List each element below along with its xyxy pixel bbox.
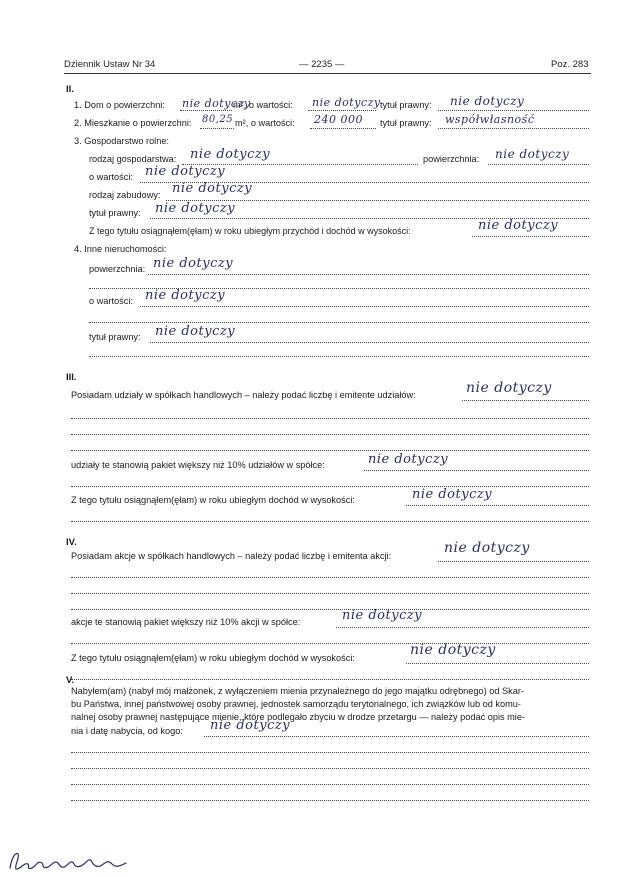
shares-line [462, 400, 589, 401]
farm-value-label: o wartości: [89, 172, 133, 182]
farm-building-label: rodzaj zabudowy: [89, 190, 161, 200]
stocks-income-label: Z tego tytułu osiągnąłem(ęłam) w roku ubiegłym dochód w wysokości: [71, 653, 355, 663]
acquisition-line-4 [71, 784, 589, 785]
acquisition-line-2 [71, 752, 589, 753]
other-area-line [148, 274, 589, 275]
house-title-line [438, 110, 589, 111]
farm-value-value: nie dotyczy [145, 164, 226, 179]
farm-title-label: tytuł prawny: [89, 208, 141, 218]
stocks-income-value: nie dotyczy [410, 642, 496, 658]
acquisition-value: nie dotyczy [210, 718, 291, 733]
other-area-label: powierzchnia: [89, 264, 146, 274]
acquisition-line-5 [71, 800, 589, 801]
journal-title: Dziennik Ustaw Nr 34 [64, 59, 156, 70]
acquisition-line-3 [71, 768, 589, 769]
other-value-line [140, 306, 589, 307]
house-area-label: 1. Dom o powierzchni: [74, 100, 165, 110]
acquisition-text-1: Nabyłem(am) (nabył mój małżonek, z wyłączeniem mienia przynależnego do jego majątku odrębnego) od Skar- [71, 686, 524, 696]
flat-value-line [310, 128, 376, 129]
flat-title-label: tytuł prawny: [380, 118, 432, 128]
other-title-value: nie dotyczy [155, 324, 236, 339]
shares-packet-line [364, 470, 589, 471]
other-value-label: o wartości: [89, 296, 133, 306]
house-value-line [308, 110, 376, 111]
stocks-label: Posiadam akcje w spółkach handlowych – należy podać liczbę i emitenta akcji: [71, 551, 392, 561]
stocks-income-line [406, 663, 589, 664]
farm-income-value: nie dotyczy [478, 218, 559, 233]
flat-area-value: 80,25 [202, 114, 234, 125]
farm-area-value: nie dotyczy [495, 147, 570, 161]
stocks-value: nie dotyczy [444, 540, 530, 556]
stocks-line-3 [71, 593, 589, 594]
shares-packet-value: nie dotyczy [368, 452, 449, 467]
flat-area-line [200, 128, 234, 129]
farm-type-label: rodzaj gospodarstwa: [89, 154, 177, 164]
shares-line-3 [71, 434, 589, 435]
other-title-label: tytuł prawny: [89, 332, 141, 342]
stocks-line-2 [71, 577, 589, 578]
shares-packet-line-2 [71, 486, 589, 487]
flat-value-label: m², o wartości: [235, 118, 295, 128]
farm-heading: 3. Gospodarstwo rolne: [74, 136, 169, 146]
house-area-value: nie dotyczy [182, 97, 251, 110]
farm-type-value: nie dotyczy [190, 147, 271, 162]
acquisition-label: nia i datę nabycia, od kogo: [71, 726, 183, 736]
stocks-packet-line [336, 627, 589, 628]
shares-line-4 [71, 450, 589, 451]
house-area-line [180, 110, 232, 111]
shares-income-line [406, 505, 589, 506]
house-title-value: nie dotyczy [450, 94, 525, 108]
farm-area-line [488, 164, 589, 165]
house-value-value: nie dotyczy [312, 96, 381, 109]
other-title-line-2 [89, 356, 589, 357]
stocks-line-4 [71, 609, 589, 610]
shares-line-2 [71, 418, 589, 419]
other-value-value: nie dotyczy [145, 288, 226, 303]
stocks-packet-label: akcje te stanowią pakiet większy niż 10% akcji w spółce: [71, 617, 301, 627]
shares-income-line-2 [71, 521, 589, 522]
farm-title-value: nie dotyczy [155, 201, 236, 216]
shares-value: nie dotyczy [466, 380, 552, 396]
stocks-line [438, 561, 589, 562]
stocks-packet-value: nie dotyczy [342, 608, 423, 623]
shares-label: Posiadam udziały w spółkach handlowych – należy podać liczbę i emitente udziałów: [71, 390, 416, 400]
other-value-line-2 [89, 322, 589, 323]
acquisition-text-2: bu Państwa, innej państwowej osoby prawnej, jednostek samorządu terytorialnego, ich związków lub od komu- [71, 699, 521, 709]
farm-income-line [472, 236, 589, 237]
shares-income-value: nie dotyczy [412, 487, 493, 502]
section-v-title: V. [66, 675, 75, 686]
header-rule [64, 73, 591, 74]
flat-value-value: 240 000 [314, 113, 363, 126]
page-number: — 2235 — [299, 59, 345, 70]
stocks-income-line-2 [71, 679, 589, 680]
shares-income-label: Z tego tytułu osiągnąłem(ęłam) w roku ubiegłym dochód w wysokości: [71, 495, 355, 505]
position-number: Poz. 283 [551, 59, 589, 70]
stocks-packet-line-2 [71, 643, 589, 644]
house-value-label: m², o wartości: [233, 100, 293, 110]
flat-title-line [438, 128, 589, 129]
shares-packet-label: udziały te stanowią pakiet większy niż 10% udziałów w spółce: [71, 460, 325, 470]
section-iii-title: III. [66, 372, 77, 383]
signature-handwritten [6, 848, 136, 874]
acquisition-line [204, 736, 589, 737]
house-title-label: tytuł prawny: [380, 100, 432, 110]
flat-title-value: współwłasność [445, 113, 535, 126]
farm-building-value: nie dotyczy [172, 181, 253, 196]
other-area-value: nie dotyczy [153, 256, 234, 271]
section-ii-title: II. [66, 84, 74, 95]
acquisition-text-3: nalnej osoby prawnej następujące mienie, które podlegało zbyciu w drodze przetargu — należy podać opis mie- [71, 712, 526, 722]
farm-income-label: Z tego tytułu osiągnąłem(ęłam) w roku ubiegłym przychód i dochód w wysokości: [89, 226, 411, 236]
other-property-heading: 4. Inne nieruchomości: [74, 244, 167, 254]
farm-area-label: powierzchnia: [423, 154, 480, 164]
section-iv-title: IV. [66, 537, 77, 548]
flat-area-label: 2. Mieszkanie o powierzchni: [74, 118, 192, 128]
other-title-line [150, 342, 589, 343]
